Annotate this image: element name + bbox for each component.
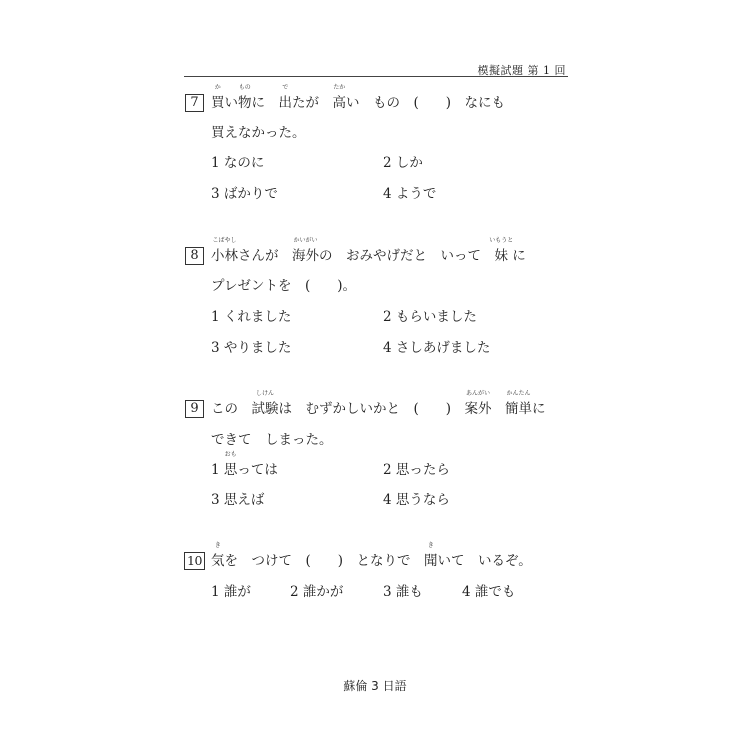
q7-option-4[interactable]: 4 ようで xyxy=(383,186,437,202)
stem-text xyxy=(492,401,506,417)
q10-option-4[interactable]: 4 誰でも xyxy=(462,584,516,600)
stem-text: は むずかしいかと ( ) xyxy=(278,401,465,417)
furigana-word xyxy=(251,390,279,419)
kanji-text: 高 xyxy=(332,95,346,111)
kanji-text: 小林 xyxy=(211,248,238,264)
header-title: 模擬試題 第 1 回 xyxy=(477,64,566,77)
q9-option-4[interactable] xyxy=(383,490,450,510)
furigana-reading: き xyxy=(214,542,221,549)
furigana-reading: かんたん xyxy=(506,390,531,397)
furigana-reading: あんがい xyxy=(466,390,491,397)
q7-option-1[interactable]: 1 なのに xyxy=(211,155,265,171)
furigana-reading: いもうと xyxy=(489,237,514,244)
furigana-reading: かいがい xyxy=(293,237,318,244)
q7-option-3[interactable]: 3 ばかりで xyxy=(211,186,278,202)
kanji-text: 簡単 xyxy=(505,401,533,417)
q8-option-4[interactable]: 4 さしあげました xyxy=(383,340,491,356)
q8-option-1[interactable]: 1 くれました xyxy=(211,309,292,325)
question-number-10: 10 xyxy=(184,552,205,570)
q9-option-1[interactable] xyxy=(211,451,278,480)
furigana-reading: たか xyxy=(333,84,346,91)
kanji-text: 海外 xyxy=(292,248,319,264)
q8-option-3[interactable]: 3 やりました xyxy=(211,340,292,356)
kanji-text: 案外 xyxy=(464,401,492,417)
furigana-word xyxy=(278,84,293,113)
furigana-word xyxy=(211,84,225,113)
furigana-reading: か xyxy=(214,84,221,91)
q8-stem-line2: プレゼントを ( )。 xyxy=(211,278,356,294)
stem-text: を つけて ( ) となりで xyxy=(224,553,425,569)
kanji-text: 聞 xyxy=(424,553,438,569)
stem-text: この xyxy=(211,401,252,417)
stem-text: に xyxy=(532,401,546,417)
q7-stem-line2: 買えなかった。 xyxy=(211,125,306,141)
stem-text: たが xyxy=(292,95,333,111)
stem-text: の おみやげだと いって xyxy=(319,248,495,264)
q10-option-2[interactable]: 2 誰かが xyxy=(290,584,344,600)
q8-option-2[interactable]: 2 もらいました xyxy=(383,309,477,325)
furigana-reading: で xyxy=(282,84,289,91)
kanji-text: 気 xyxy=(211,553,225,569)
furigana-word xyxy=(464,390,492,419)
furigana-word xyxy=(505,390,533,419)
question-number-9: 9 xyxy=(185,400,204,418)
question-number-7: 7 xyxy=(185,94,204,112)
stem-text: 2 思ったら xyxy=(383,462,450,478)
q8-stem-line1 xyxy=(211,237,526,266)
furigana-word xyxy=(424,542,438,571)
furigana-reading: もの xyxy=(238,84,251,91)
kanji-text: 物 xyxy=(238,95,252,111)
question-number-8: 8 xyxy=(185,247,204,265)
furigana-word xyxy=(223,451,238,480)
kanji-text: 試験 xyxy=(251,401,279,417)
q7-option-2[interactable]: 2 しか xyxy=(383,155,423,171)
stem-text: さんが xyxy=(238,248,292,264)
q10-option-1[interactable]: 1 誰が xyxy=(211,584,251,600)
furigana-reading: おも xyxy=(224,451,237,458)
q9-option-3[interactable] xyxy=(211,490,264,510)
stem-text: 1 xyxy=(211,462,224,478)
footer-brand: 蘇倫 3 日語 xyxy=(343,679,407,693)
q7-stem-line1 xyxy=(211,84,506,113)
furigana-word xyxy=(211,542,225,571)
stem-text: に xyxy=(508,248,526,264)
kanji-text: 出 xyxy=(278,95,292,111)
kanji-text: 買 xyxy=(211,95,225,111)
furigana-reading: こばやし xyxy=(212,237,237,244)
stem-text: 3 思えば xyxy=(211,492,265,508)
q9-stem-line1 xyxy=(211,390,546,419)
q10-option-3[interactable]: 3 誰も xyxy=(383,584,423,600)
stem-text: いて いるぞ。 xyxy=(437,553,532,569)
stem-text: い もの ( ) なにも xyxy=(346,95,506,111)
q10-stem-line1 xyxy=(211,542,532,571)
furigana-word xyxy=(238,84,252,113)
furigana-reading: き xyxy=(427,542,434,549)
stem-text: 4 思うなら xyxy=(383,492,450,508)
stem-text: に xyxy=(251,95,279,111)
stem-text: い xyxy=(224,95,238,111)
kanji-text: 思 xyxy=(223,462,238,478)
furigana-word xyxy=(489,237,514,266)
q9-stem-line2: できて しまった。 xyxy=(211,432,333,448)
q9-option-2[interactable] xyxy=(383,460,450,480)
furigana-reading: しけん xyxy=(255,390,275,397)
furigana-word xyxy=(211,237,238,266)
furigana-word xyxy=(292,237,319,266)
stem-text: っては xyxy=(237,462,278,478)
kanji-text: 妹 xyxy=(494,248,508,264)
furigana-word xyxy=(332,84,347,113)
header-rule xyxy=(184,76,568,77)
